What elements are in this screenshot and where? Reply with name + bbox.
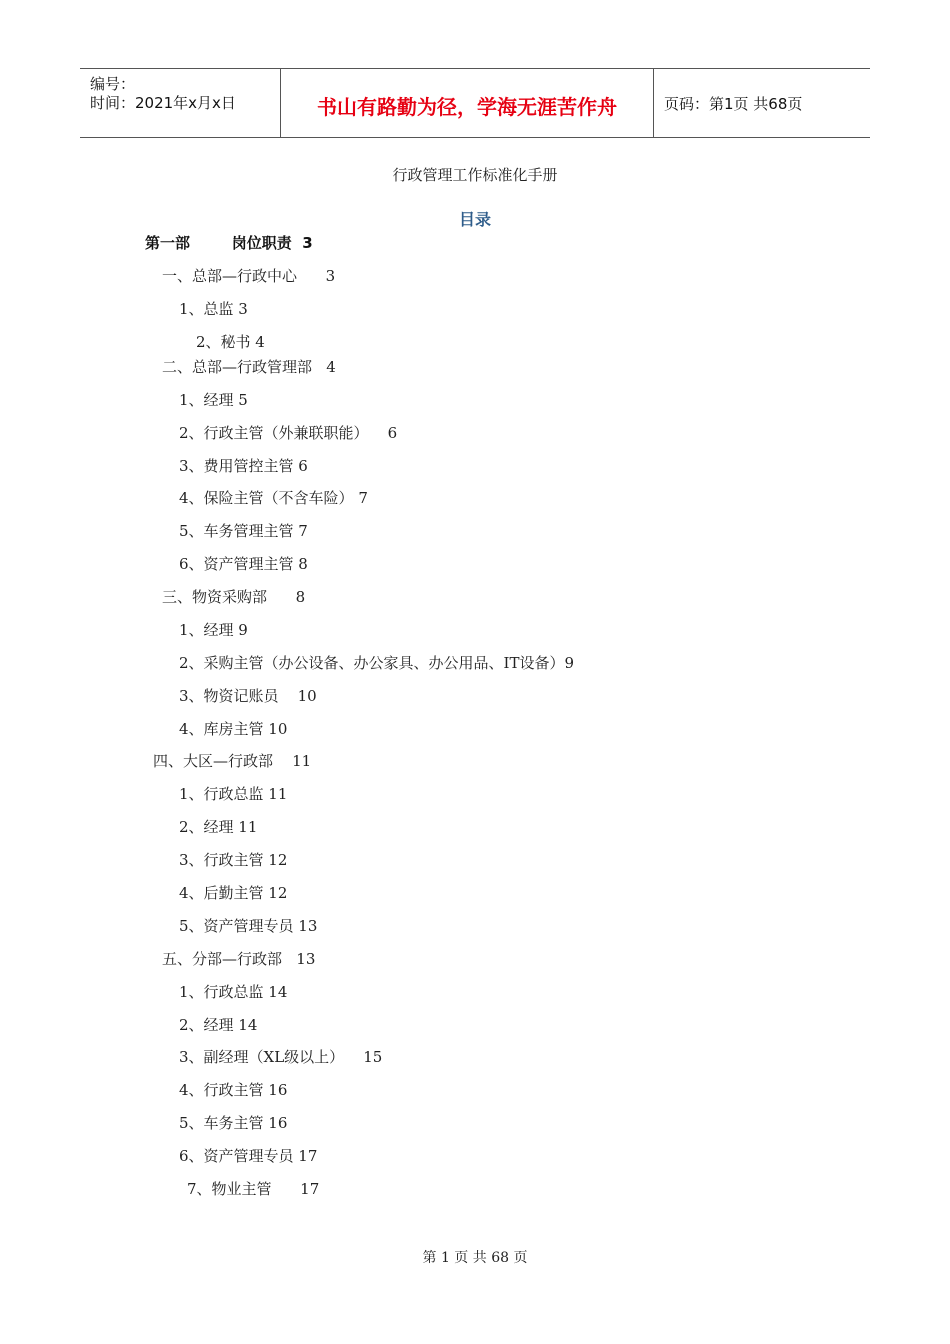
toc-entry: 7、物业主管 17 [187,1180,320,1198]
toc-entry: 1、行政总监 11 [179,785,288,803]
toc-entry: 1、经理 5 [179,391,248,409]
date-line: 时间：2021年x月x日 [90,94,236,112]
toc-entry: 2、经理 11 [179,818,258,836]
toc-entry: 4、库房主管 10 [179,720,288,738]
toc-entry: 五、分部—行政部 13 [162,950,316,968]
toc-entry: 4、行政主管 16 [179,1081,288,1099]
toc-entry: 6、资产管理主管 8 [179,555,308,573]
toc-entry: 3、物资记账员 10 [179,687,317,705]
toc-entry: 5、车务主管 16 [179,1114,288,1132]
toc-entry: 3、费用管控主管 6 [179,457,308,475]
toc-entry: 1、总监 3 [179,300,248,318]
toc-entry: 4、保险主管（不含车险） 7 [179,489,368,507]
header-motto-cell [281,69,654,137]
toc-entry: 3、行政主管 12 [179,851,288,869]
toc-entry: 4、后勤主管 12 [179,884,288,902]
toc-entry: 2、行政主管（外兼联职能） 6 [179,424,398,442]
header-page-cell [654,69,870,137]
document-header [80,68,870,138]
toc-entry: 5、资产管理专员 13 [179,917,318,935]
toc-entry: 6、资产管理专员 17 [179,1147,318,1165]
document-title: 行政管理工作标准化手册 [392,166,558,184]
toc-entry: 第一部 岗位职责 3 [145,234,313,252]
toc-entry: 1、经理 9 [179,621,248,639]
toc-entry: 四、大区—行政部 11 [153,752,312,770]
motto-text: 书山有路勤为径，学海无涯苦作舟 [317,95,617,119]
header-meta-cell [80,69,281,137]
toc-entry: 1、行政总监 14 [179,983,288,1001]
toc-entry: 2、经理 14 [179,1016,258,1034]
page-footer: 第 1 页 共 68 页 [422,1250,528,1266]
toc-heading: 目录 [458,210,491,229]
toc-entry: 三、物资采购部 8 [162,588,306,606]
toc-entry: 5、车务管理主管 7 [179,522,308,540]
toc-entry: 一、总部—行政中心 3 [162,267,336,285]
number-label: 编号： [90,75,136,93]
toc-entry: 3、副经理（XL级以上） 15 [179,1048,383,1066]
toc-entry: 2、秘书 4 [196,333,265,351]
toc-entry: 2、采购主管（办公设备、办公家具、办公用品、IT设备）9 [179,654,575,672]
page-info: 页码：第1页 共68页 [664,95,803,113]
toc-entry: 二、总部—行政管理部 4 [162,358,336,376]
